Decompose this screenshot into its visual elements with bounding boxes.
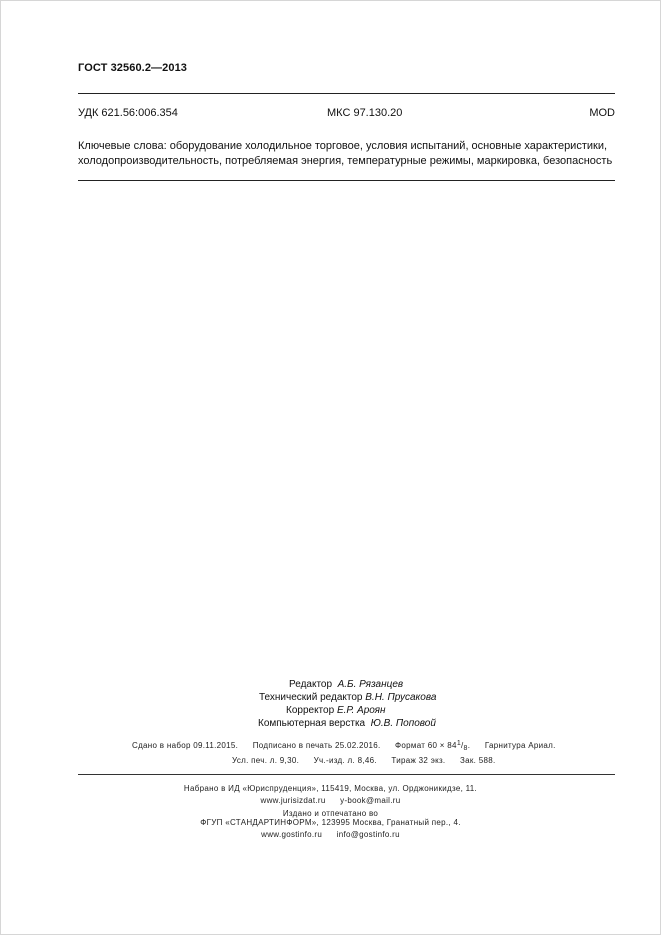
editor-name: А.Б. Рязанцев <box>337 679 404 690</box>
layout-role: Компьютерная верстка <box>258 718 366 729</box>
tech-editor-name: В.Н. Прусакова <box>365 692 437 703</box>
editor-line <box>289 678 403 692</box>
proofreader-name: Е.Р. Ароян <box>336 705 386 716</box>
keywords-line-2: холодопроизводительность, потребляемая энергия, температурные режимы, маркировка, безопасность <box>78 155 613 167</box>
udk-code: УДК 621.56:006.354 <box>78 107 178 119</box>
typeset-line: Набрано в ИД «Юриспруденция», 115419, Москва, ул. Орджоникидзе, 11. <box>183 784 478 793</box>
bottom-divider <box>78 180 615 181</box>
tech-editor-role: Технический редактор <box>259 692 363 703</box>
editor-role: Редактор <box>289 679 333 690</box>
typeface: Гарнитура Ариал. <box>484 741 556 750</box>
layout-name: Ю.В. Поповой <box>370 718 436 729</box>
print-details-row-2 <box>232 756 495 765</box>
publisher-email-2[interactable]: info@gostinfo.ru <box>336 830 400 839</box>
paper-format: Формат 60 × 841/8. <box>395 740 471 752</box>
proofreader-line <box>286 704 385 718</box>
publisher-contacts-2 <box>0 830 661 839</box>
publisher-contacts-1 <box>0 796 661 805</box>
tech-editor-line <box>259 691 436 705</box>
layout-line <box>258 717 436 731</box>
mks-code: МКС 97.130.20 <box>327 107 403 119</box>
publisher-divider <box>78 774 615 775</box>
mod-mark: MOD <box>589 107 615 119</box>
publisher-site-1[interactable]: www.jurisizdat.ru <box>260 796 326 805</box>
printed-sheets: Усл. печ. л. 9,30. <box>232 756 300 765</box>
print-run: Тираж 32 экз. <box>391 756 446 765</box>
submitted-date: Сдано в набор 09.11.2015. <box>132 741 239 750</box>
print-details-row-1 <box>132 741 556 750</box>
keywords <box>78 139 615 169</box>
top-divider <box>78 93 615 94</box>
printed-by-line: Издано и отпечатано во <box>282 809 379 818</box>
classification-codes <box>78 107 615 121</box>
printer-org-line: ФГУП «СТАНДАРТИНФОРМ», 123995 Москва, Гранатный пер., 4. <box>200 818 461 827</box>
signed-date: Подписано в печать 25.02.2016. <box>252 741 381 750</box>
order-number: Зак. 588. <box>459 756 496 765</box>
standard-designation: ГОСТ 32560.2—2013 <box>78 62 188 74</box>
keywords-line-1: Ключевые слова: оборудование холодильное торговое, условия испытаний, основные характеристики, <box>78 140 608 152</box>
publisher-site-2[interactable]: www.gostinfo.ru <box>261 830 323 839</box>
edition-sheets: Уч.-изд. л. 8,46. <box>313 756 377 765</box>
proofreader-role: Корректор <box>286 705 335 716</box>
publisher-email-1[interactable]: y-book@mail.ru <box>340 796 401 805</box>
